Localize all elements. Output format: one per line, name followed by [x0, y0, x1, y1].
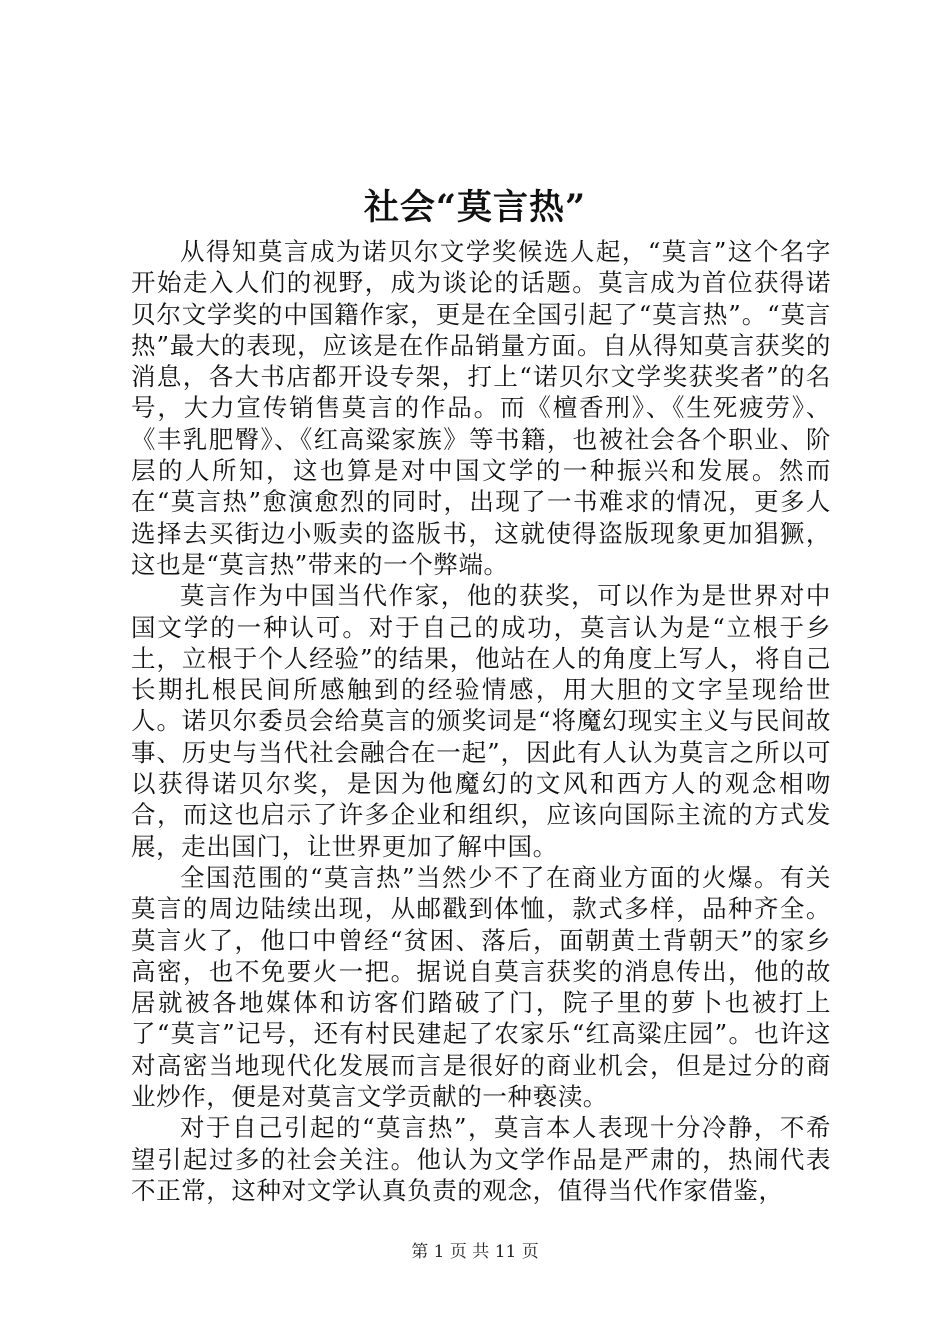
paragraph-4: 对于自己引起的“莫言热”，莫言本人表现十分冷静，不希望引起过多的社会关注。他认为文学作品是严肃的，热闹代表不正常，这种对文学认真负责的观念，值得当代作家借鉴，: [131, 1113, 831, 1205]
paragraph-3: 全国范围的“莫言热”当然少不了在商业方面的火爆。有关莫言的周边陆续出现，从邮戳到体恤，款式多样，品种齐全。莫言火了，他口中曾经“贫困、落后，面朝黄土背朝天”的家乡高密，也不免要火一把。据说自莫言获奖的消息传出，他的故居就被各地媒体和访客们踏破了门，院子里的萝卜也被打上了“莫言”记号，还有村民建起了农家乐“红高粱庄园”。也许这对高密当地现代化发展而言是很好的商业机会，但是过分的商业炒作，便是对莫言文学贡献的一种亵渎。: [131, 862, 831, 1112]
document-title: 社会“莫言热”: [363, 187, 587, 228]
document-body: [131, 236, 831, 1206]
paragraph-2: 莫言作为中国当代作家，他的获奖，可以作为是世界对中国文学的一种认可。对于自己的成功，莫言认为是“立根于乡土，立根于个人经验”的结果，他站在人的角度上写人，将自己长期扎根民间所感触到的经验情感，用大胆的文字呈现给世人。诺贝尔委员会给莫言的颁奖词是“将魔幻现实主义与民间故事、历史与当代社会融合在一起”，因此有人认为莫言之所以可以获得诺贝尔奖，是因为他魔幻的文风和西方人的观念相吻合，而这也启示了许多企业和组织，应该向国际主流的方式发展，走出国门，让世界更加了解中国。: [131, 581, 831, 861]
page-number-footer: 第 1 页 共 11 页: [411, 1242, 539, 1262]
paragraph-1: 从得知莫言成为诺贝尔文学奖候选人起，“莫言”这个名字开始走入人们的视野，成为谈论的话题。莫言成为首位获得诺贝尔文学奖的中国籍作家，更是在全国引起了“莫言热”。“莫言热”最大的表现，应该是在作品销量方面。自从得知莫言获奖的消息，各大书店都开设专架，打上“诺贝尔文学奖获奖者”的名号，大力宣传销售莫言的作品。而《檀香刑》、《生死疲劳》、《丰乳肥臀》、《红高粱家族》等书籍，也被社会各个职业、阶层的人所知，这也算是对中国文学的一种振兴和发展。然而在“莫言热”愈演愈烈的同时，出现了一书难求的情况，更多人选择去买街边小贩卖的盗版书，这就使得盗版现象更加猖獗，这也是“莫言热”带来的一个弊端。: [131, 237, 831, 579]
